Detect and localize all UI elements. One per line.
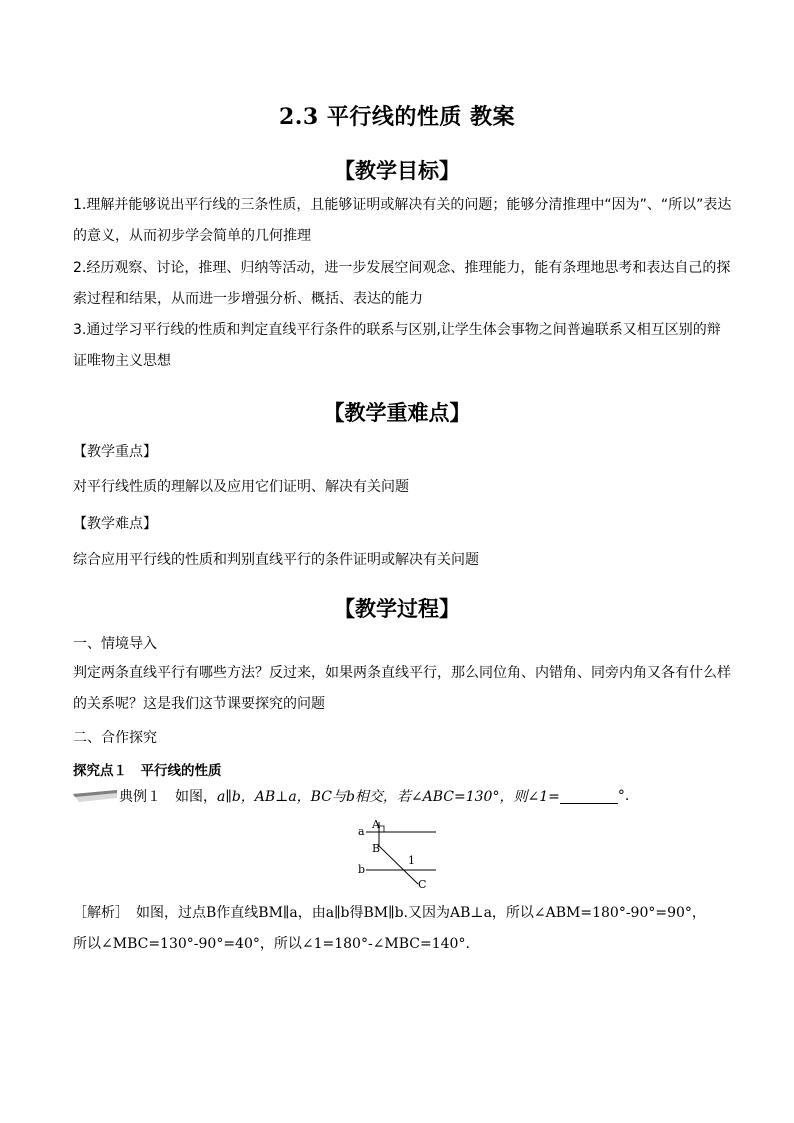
focus-text: 对平行线性质的理解以及应用它们证明、解决有关问题 (73, 479, 409, 495)
example-text-prefix: 如图， (161, 789, 217, 805)
example-label: 典例１ (119, 789, 161, 805)
example-text-suffix: °. (617, 788, 630, 804)
analysis-line-2: 所以∠MBC=130°-90°=40°，所以∠1=180°-∠MBC=140°. (73, 936, 470, 952)
analysis-text-1: 如图，过点B作直线BM∥a，由a∥b得BM∥b.又因为AB⊥a，所以∠ABM=180°-90°=90°， (122, 905, 706, 921)
parallel-lines-diagram (350, 814, 450, 894)
label-b: b (358, 863, 366, 876)
difficulty-label: 【教学难点】 (73, 516, 157, 532)
process-heading: 【教学过程】 (334, 596, 460, 621)
analysis-label: ［解析］ (73, 905, 122, 921)
objective-item-2: 2.经历观察、讨论，推理、归纳等活动，进一步发展空间观念、推理能力，能有条理地思考和表达自己的探索过程和结果，从而进一步增强分析、概括、表达的能力 (73, 260, 731, 307)
label-A: A (372, 818, 380, 831)
document-title: 2.3 平行线的性质 教案 (278, 104, 516, 130)
difficulty-text: 综合应用平行线的性质和判别直线平行的条件证明或解决有关问题 (73, 552, 479, 568)
objective-item-1: 1.理解并能够说出平行线的三条性质，且能够证明或解决有关的问题；能够分清推理中“因为”、“所以”表达的意义，从而初步学会简单的几何推理 (73, 197, 732, 244)
intro-label: 一、情境导入 (73, 636, 157, 652)
explore-point-title: 探究点１ 平行线的性质 (73, 763, 222, 779)
answer-blank[interactable] (560, 789, 618, 804)
example-1 (73, 786, 629, 806)
label-a: a (358, 825, 365, 838)
objectives-heading: 【教学目标】 (334, 158, 460, 183)
focus-label: 【教学重点】 (73, 444, 157, 460)
key-points-heading: 【教学重难点】 (323, 400, 471, 425)
example-flag-icon (73, 790, 117, 802)
objective-item-3: 3.通过学习平行线的性质和判定直线平行条件的联系与区别,让学生体会事物之间普遍联系又相互区别的辩证唯物主义思想 (73, 322, 721, 369)
label-angle-1: 1 (408, 854, 415, 867)
example-text: a∥b，AB⊥a，BC与b相交，若∠ABC=130°，则∠1= (217, 789, 560, 805)
geometry-figure (350, 814, 450, 898)
label-B: B (372, 842, 381, 855)
intro-text: 判定两条直线平行有哪些方法？反过来，如果两条直线平行，那么同位角、内错角、同旁内角又各有什么样的关系呢？这是我们这节课要探究的问题 (73, 665, 731, 712)
label-C: C (418, 878, 427, 891)
explore-label: 二、合作探究 (73, 730, 157, 746)
analysis-line-1 (73, 898, 753, 929)
